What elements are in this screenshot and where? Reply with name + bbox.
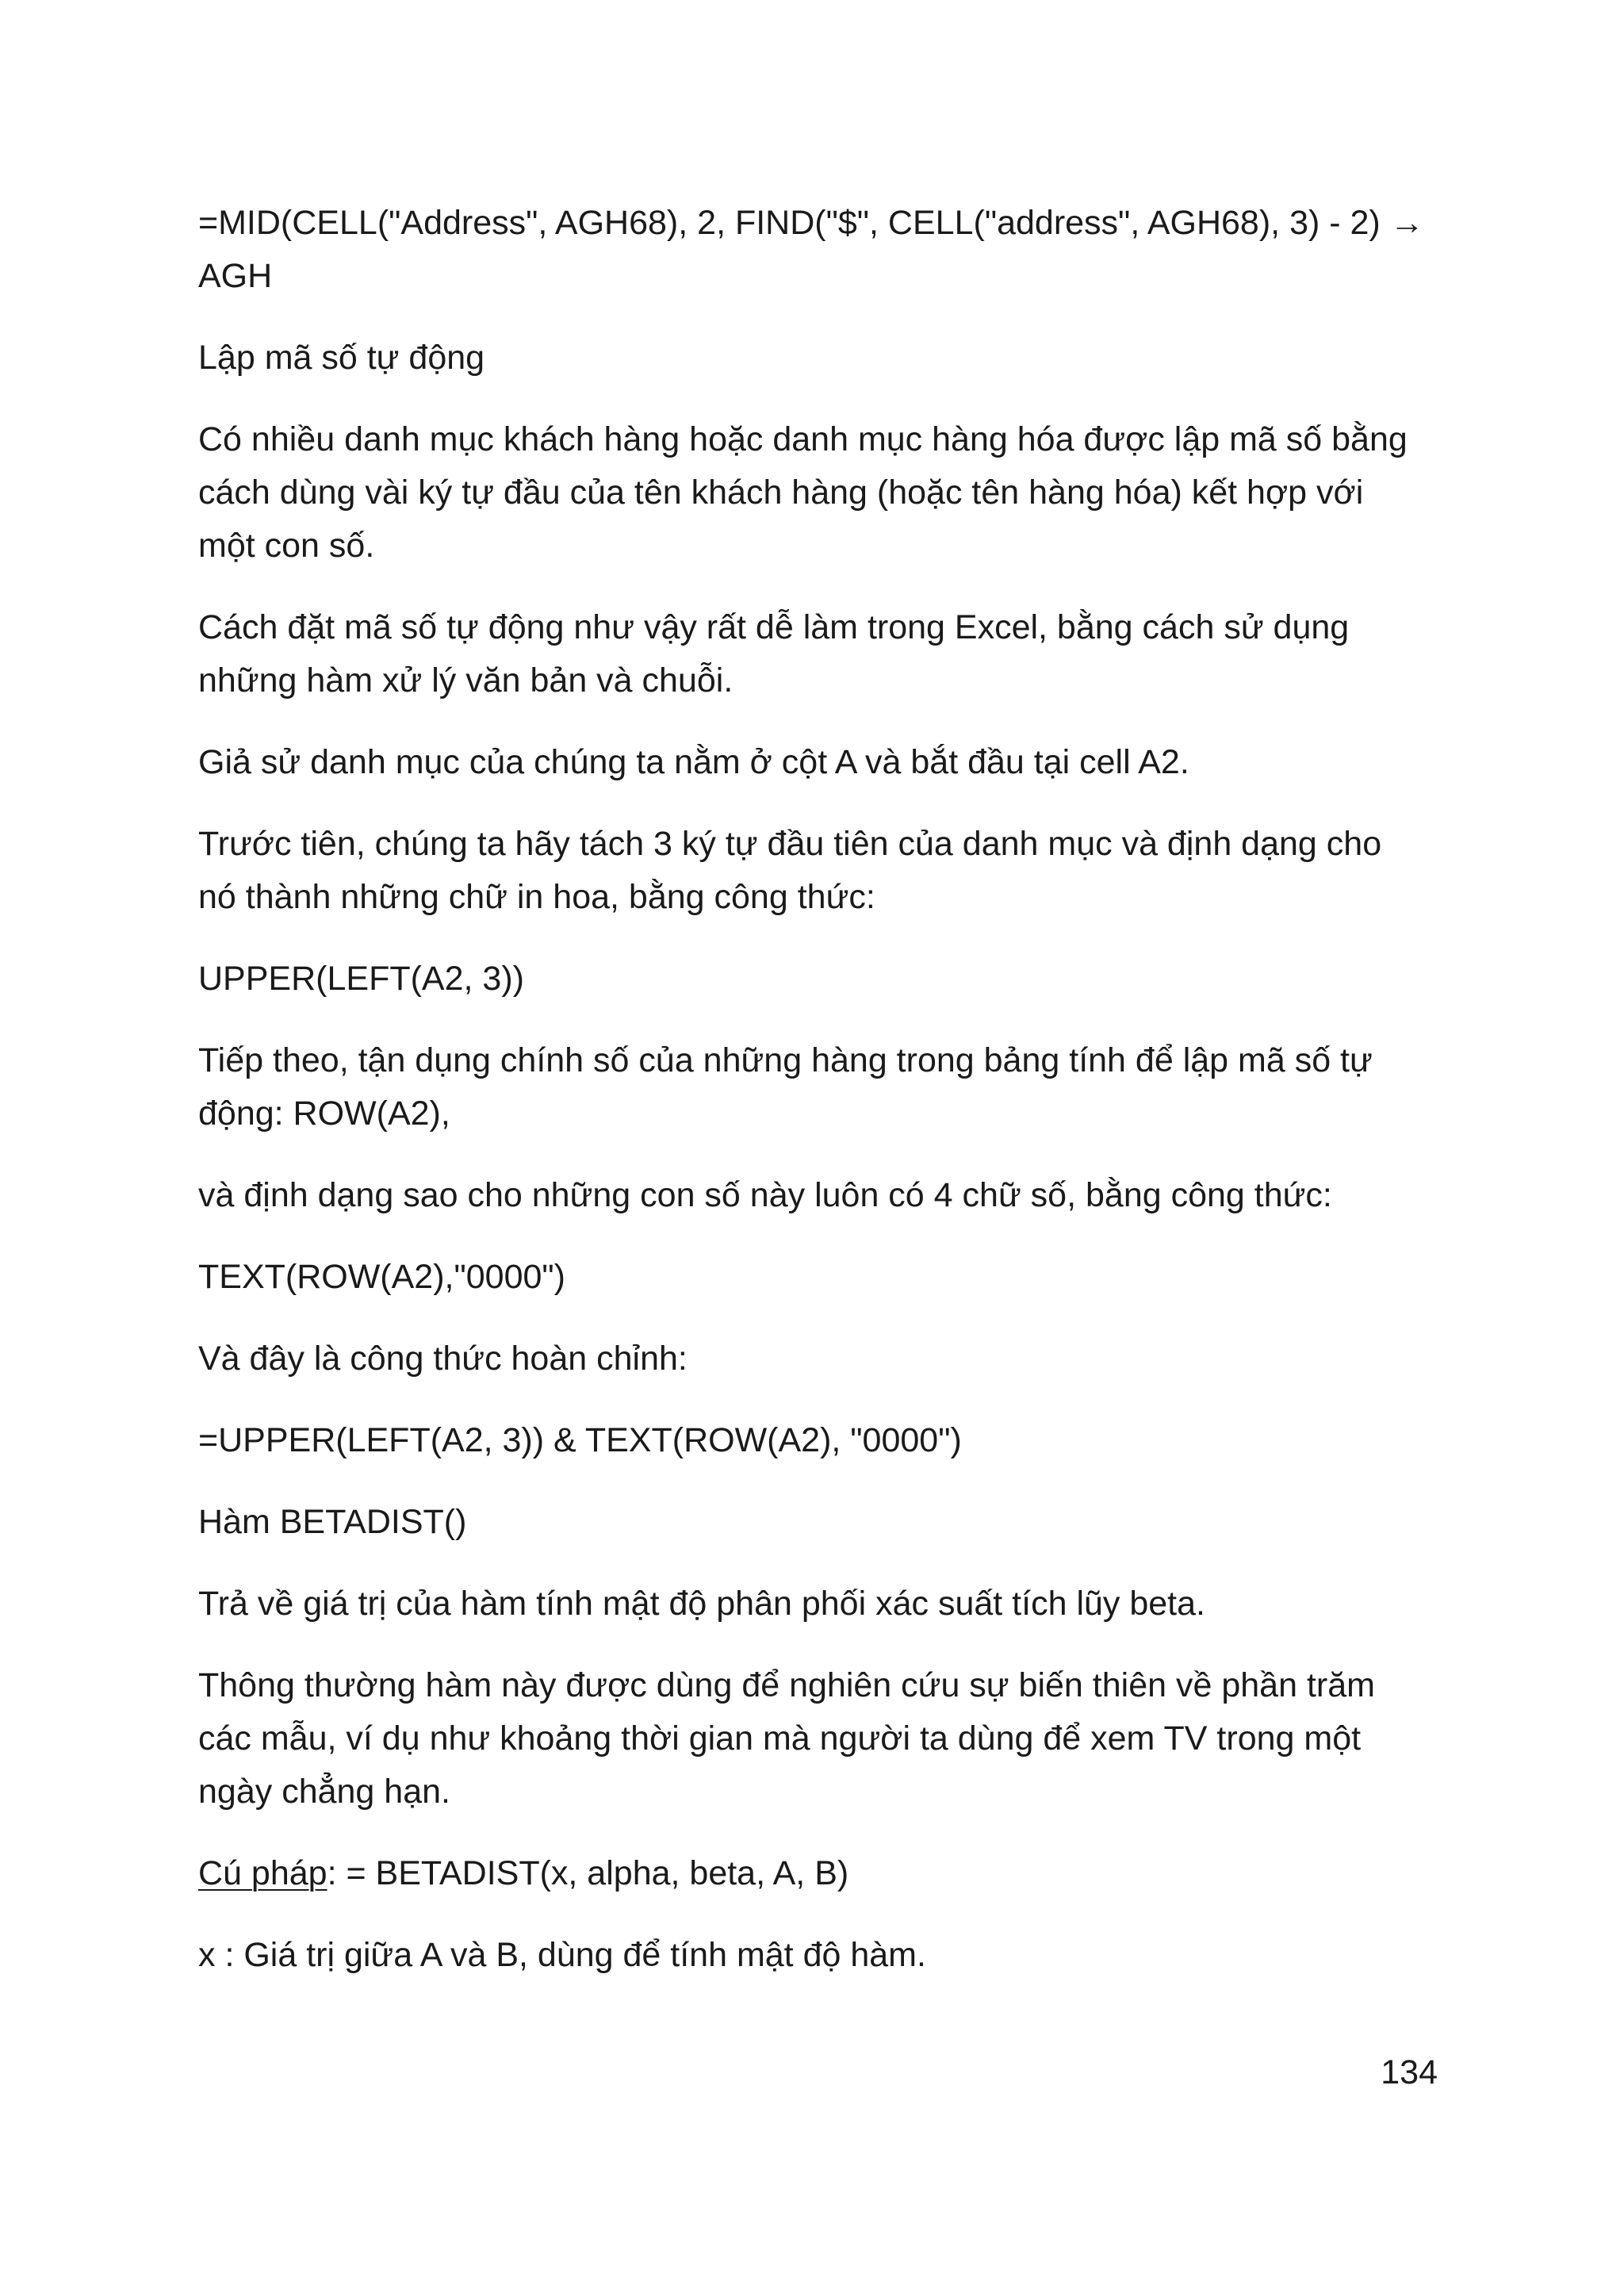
text-line: Tiếp theo, tận dụng chính số của những hàng trong bảng tính để lập mã số tự (198, 1041, 1373, 1079)
page-content (198, 197, 1451, 2010)
text-line: =MID(CELL("Address", AGH68), 2, FIND("$", CELL("address", AGH68), 3) - 2) → (198, 204, 1424, 242)
text-line: nó thành những chữ in hoa, bằng công thức: (198, 878, 875, 916)
paragraph-assume (198, 736, 1451, 789)
text-line: những hàm xử lý văn bản và chuỗi. (198, 661, 733, 700)
heading-auto-code (198, 332, 1451, 385)
formula-complete (198, 1414, 1451, 1467)
text-line: Lập mã số tự động (198, 339, 485, 377)
paragraph-first-step (198, 818, 1451, 924)
syntax-text: : = BETADIST(x, alpha, beta, A, B) (327, 1854, 849, 1892)
paragraph-complete-intro (198, 1332, 1451, 1386)
text-line: các mẫu, ví dụ như khoảng thời gian mà người ta dùng để xem TV trong một (198, 1719, 1362, 1757)
text-line: x : Giá trị giữa A và B, dùng để tính mật độ hàm. (198, 1936, 926, 1974)
text-line: và định dạng sao cho những con số này luôn có 4 chữ số, bằng công thức: (198, 1176, 1332, 1214)
text-line: =UPPER(LEFT(A2, 3)) & TEXT(ROW(A2), "0000") (198, 1421, 962, 1459)
formula-text (198, 1251, 1451, 1304)
paragraph-beta-usage (198, 1659, 1451, 1819)
text-line: UPPER(LEFT(A2, 3)) (198, 960, 524, 998)
text-line: Trả về giá trị của hàm tính mật độ phân phối xác suất tích lũy beta. (198, 1585, 1205, 1623)
paragraph-mid-formula (198, 197, 1451, 303)
paragraph-beta-desc (198, 1577, 1451, 1631)
text-line: Trước tiên, chúng ta hãy tách 3 ký tự đầu tiên của danh mục và định dạng cho (198, 825, 1382, 863)
paragraph-intro (198, 413, 1451, 573)
paragraph-next-step (198, 1034, 1451, 1140)
paragraph-excel-note (198, 601, 1451, 707)
text-line: động: ROW(A2), (198, 1094, 450, 1133)
text-line: Giả sử danh mục của chúng ta nằm ở cột A và bắt đầu tại cell A2. (198, 743, 1189, 781)
syntax-label: Cú pháp (198, 1854, 327, 1892)
text-line: Cách đặt mã số tự động như vậy rất dễ làm trong Excel, bằng cách sử dụng (198, 608, 1350, 646)
page-number: 134 (1381, 2053, 1438, 2091)
text-line: ngày chẳng hạn. (198, 1773, 450, 1811)
text-line: cách dùng vài ký tự đầu của tên khách hàng (hoặc tên hàng hóa) kết hợp với (198, 473, 1364, 512)
heading-betadist (198, 1496, 1451, 1549)
text-line: AGH (198, 257, 273, 295)
text-line: một con số. (198, 527, 375, 565)
text-line: TEXT(ROW(A2),"0000") (198, 1258, 565, 1296)
text-line: Và đây là công thức hoàn chỉnh: (198, 1340, 688, 1378)
paragraph-x-param (198, 1929, 1451, 1982)
formula-upper (198, 953, 1451, 1006)
paragraph-syntax (198, 1847, 1451, 1900)
paragraph-format-step (198, 1169, 1451, 1222)
text-line: Thông thường hàm này được dùng để nghiên cứu sự biến thiên về phần trăm (198, 1666, 1375, 1704)
text-line: Hàm BETADIST() (198, 1503, 467, 1541)
text-line: Có nhiều danh mục khách hàng hoặc danh mục hàng hóa được lập mã số bằng (198, 420, 1408, 458)
